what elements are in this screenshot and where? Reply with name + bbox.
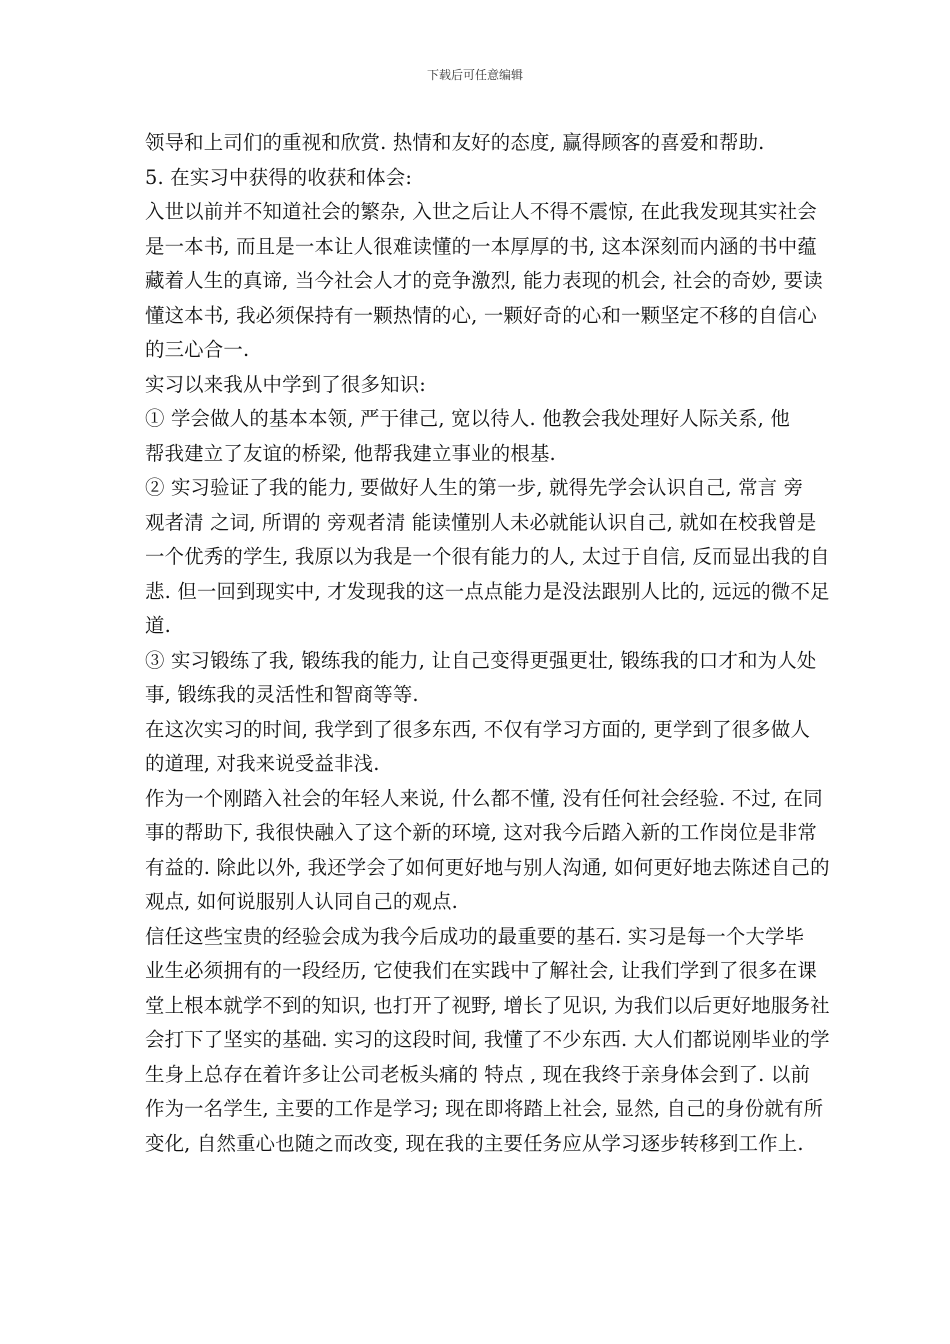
body-text <box>145 126 830 1161</box>
text-line: 观者清 之词, 所谓的 旁观者清 能读懂别人未必就能认识自己, 就如在校我曾是 <box>145 510 817 534</box>
text-line: 作为一个刚踏入社会的年轻人来说, 什么都不懂, 没有任何社会经验. 不过, 在同 <box>145 786 823 810</box>
text-line: 5. 在实习中获得的收获和体会: <box>145 165 413 189</box>
text-line: 事, 锻练我的灵活性和智商等等. <box>145 683 419 706</box>
text-line: 堂上根本就学不到的知识, 也打开了视野, 增长了见识, 为我们以后更好地服务社 <box>145 993 830 1017</box>
text-line: 是一本书, 而且是一本让人很难读懂的一本厚厚的书, 这本深刻而内涵的书中蕴 <box>145 234 817 258</box>
text-line: 懂这本书, 我必须保持有一颗热情的心, 一颗好奇的心和一颗坚定不移的自信心 <box>145 303 817 327</box>
text-line: 生身上总存在着许多让公司老板头痛的 特点 , 现在我终于亲身体会到了. 以前 <box>145 1062 811 1086</box>
text-line: 帮我建立了友谊的桥梁, 他帮我建立事业的根基. <box>145 441 556 465</box>
text-line: 一个优秀的学生, 我原以为我是一个很有能力的人, 太过于自信, 反而显出我的自 <box>145 545 830 568</box>
text-line: 入世以前并不知道社会的繁杂, 入世之后让人不得不震惊, 在此我发现其实社会 <box>145 200 817 223</box>
text-line: 悲. 但一回到现实中, 才发现我的这一点点能力是没法跟别人比的, 远远的微不足 <box>145 579 830 603</box>
text-line: 作为一名学生, 主要的工作是学习; 现在即将踏上社会, 显然, 自己的身份就有所 <box>145 1097 824 1120</box>
text-line: 的三心合一. <box>145 338 250 361</box>
text-line: ③ 实习锻练了我, 锻练我的能力, 让自己变得更强更壮, 锻练我的口才和为人处 <box>145 648 817 672</box>
text-line: ② 实习验证了我的能力, 要做好人生的第一步, 就得先学会认识自己, 常言 旁 <box>145 476 804 499</box>
page-header: 下载后可任意编辑 <box>426 68 523 82</box>
text-line: 变化, 自然重心也随之而改变, 现在我的主要任务应从学习逐步转移到工作上. <box>145 1131 804 1155</box>
text-line: 藏着人生的真谛, 当今社会人才的竞争激烈, 能力表现的机会, 社会的奇妙, 要读 <box>145 269 823 292</box>
text-line: 领导和上司们的重视和欣赏. 热情和友好的态度, 赢得顾客的喜爱和帮助. <box>145 131 765 154</box>
text-line: 业生必须拥有的一段经历, 它使我们在实践中了解社会, 让我们学到了很多在课 <box>145 959 817 982</box>
text-line: 事的帮助下, 我很快融入了这个新的环境, 这对我今后踏入新的工作岗位是非常 <box>145 821 817 844</box>
text-line: ① 学会做人的基本本领, 严于律己, 宽以待人. 他教会我处理好人际关系, 他 <box>145 407 790 430</box>
text-line: 有益的. 除此以外, 我还学会了如何更好地与别人沟通, 如何更好地去陈述自己的 <box>145 855 830 879</box>
text-line: 观点, 如何说服别人认同自己的观点. <box>145 890 458 913</box>
text-line: 信任这些宝贵的经验会成为我今后成功的最重要的基石. 实习是每一个大学毕 <box>145 924 805 948</box>
text-line: 道. <box>145 614 171 637</box>
text-line: 实习以来我从中学到了很多知识: <box>145 372 427 396</box>
text-line: 的道理, 对我来说受益非浅. <box>145 752 380 775</box>
text-line: 会打下了坚实的基础. 实习的这段时间, 我懂了不少东西. 大人们都说刚毕业的学 <box>145 1028 830 1051</box>
text-line: 在这次实习的时间, 我学到了很多东西, 不仅有学习方面的, 更学到了很多做人 <box>145 717 811 741</box>
